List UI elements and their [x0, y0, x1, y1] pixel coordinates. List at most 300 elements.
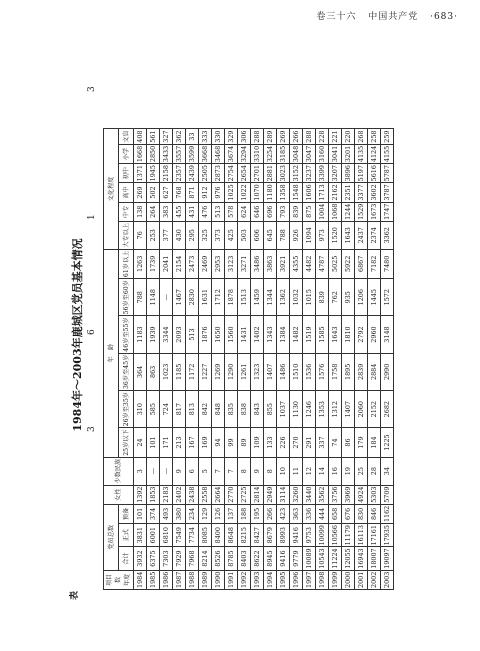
value-cell: 5025	[329, 249, 342, 278]
value-cell: 1290	[225, 353, 238, 390]
table-row	[238, 129, 251, 590]
year-cell: 1999	[329, 570, 342, 589]
value-cell: 3260	[290, 485, 303, 504]
value-cell: 6375	[147, 547, 160, 570]
value-cell: 184	[368, 428, 381, 457]
value-cell: 374	[147, 504, 160, 523]
value-cell: 839	[290, 202, 303, 221]
value-cell: 6001	[147, 524, 160, 547]
page-number: ·683·	[430, 12, 458, 22]
value-cell: 14	[316, 457, 329, 485]
value-cell: 7734	[186, 524, 199, 547]
value-cell: 7	[212, 457, 225, 485]
value-cell: 768	[173, 183, 186, 202]
year-cell: 1991	[225, 570, 238, 589]
value-cell: 1371	[134, 164, 147, 183]
value-cell: 133	[264, 428, 277, 457]
value-cell: 3377	[355, 183, 368, 202]
value-cell: 295	[186, 221, 199, 249]
value-cell: 101	[134, 504, 147, 523]
value-cell: 2374	[368, 221, 381, 249]
value-cell: 270	[290, 428, 303, 457]
value-cell: 848	[212, 391, 225, 428]
value-cell: 327	[160, 129, 173, 144]
value-cell: 11	[290, 457, 303, 485]
value-cell: 2725	[238, 485, 251, 504]
value-cell: 1467	[173, 279, 186, 316]
table-row	[355, 129, 368, 590]
value-cell: 1758	[329, 353, 342, 390]
value-cell: 1895	[342, 353, 355, 390]
value-cell: 2881	[264, 164, 277, 183]
value-cell: 2953	[212, 249, 225, 278]
value-cell: 3344	[160, 316, 173, 353]
value-cell: 1560	[225, 316, 238, 353]
value-cell: 2469	[199, 249, 212, 278]
table-row	[225, 129, 238, 590]
value-cell: 3602	[368, 183, 381, 202]
value-cell: 788	[134, 279, 147, 316]
value-cell: 6810	[160, 524, 173, 547]
value-cell: 1853	[147, 485, 160, 504]
value-cell: 6	[186, 457, 199, 485]
value-cell: 3921	[277, 249, 290, 278]
column-header: 高中	[119, 183, 134, 202]
table-row	[251, 129, 264, 590]
value-cell: 1032	[290, 279, 303, 316]
value-cell: 3237	[303, 164, 316, 183]
value-cell: 793	[277, 202, 290, 221]
value-cell: 2960	[368, 316, 381, 353]
value-cell: 362	[173, 129, 186, 144]
column-header: 小学	[119, 144, 134, 163]
value-cell: 1747	[381, 202, 394, 221]
value-cell: 4787	[316, 249, 329, 278]
value-cell: 291	[303, 428, 316, 457]
value-cell: 502	[147, 183, 160, 202]
table-label: 表	[70, 590, 80, 600]
value-cell: 10	[277, 457, 290, 485]
value-cell: 213	[173, 428, 186, 457]
year-cell: 2000	[342, 570, 355, 589]
value-cell: 1431	[238, 316, 251, 353]
table-row	[264, 129, 277, 590]
value-cell: 843	[251, 391, 264, 428]
value-cell: 839	[316, 279, 329, 316]
value-cell: 3562	[316, 485, 329, 504]
value-cell: 3152	[290, 164, 303, 183]
value-cell: 1362	[277, 279, 290, 316]
value-cell: 1023	[160, 353, 173, 390]
value-cell: 2884	[368, 353, 381, 390]
table-row	[277, 129, 290, 590]
value-cell: 1810	[342, 316, 355, 353]
value-cell: 3047	[303, 144, 316, 163]
table-row	[173, 129, 186, 590]
value-cell: 1945	[147, 164, 160, 183]
value-cell: 813	[186, 391, 199, 428]
value-cell: 129	[199, 504, 212, 523]
value-cell: 1261	[238, 353, 251, 390]
column-header: 少数民族	[104, 457, 134, 485]
value-cell: 1343	[264, 316, 277, 353]
value-cell: 3399	[316, 164, 329, 183]
value-cell: 503	[238, 221, 251, 249]
value-cell: 1643	[329, 316, 342, 353]
value-cell: 1312	[329, 391, 342, 428]
value-cell: 268	[355, 129, 368, 144]
value-cell: 1572	[381, 279, 394, 316]
value-cell: 9416	[277, 547, 290, 570]
value-cell: 6867	[355, 249, 368, 278]
value-cell: 1148	[147, 279, 160, 316]
value-cell: 2093	[173, 316, 186, 353]
value-cell: 137	[225, 504, 238, 523]
value-cell: 2505	[199, 164, 212, 183]
value-cell: 3468	[212, 144, 225, 163]
year-cell: 1995	[277, 570, 290, 589]
value-cell: 1225	[381, 428, 394, 457]
value-cell: 1486	[277, 353, 290, 390]
value-cell: 1548	[290, 183, 303, 202]
value-cell: 476	[199, 202, 212, 221]
value-cell: 11179	[342, 524, 355, 547]
value-cell: 2183	[160, 485, 173, 504]
value-cell: 1536	[303, 353, 316, 390]
value-cell: 179	[355, 428, 368, 457]
value-cell: 3271	[238, 249, 251, 278]
value-cell: 1668	[134, 144, 147, 163]
value-cell: 377	[160, 221, 173, 249]
value-cell: 3123	[225, 249, 238, 278]
value-cell: 3041	[329, 144, 342, 163]
value-cell: 2830	[186, 279, 199, 316]
value-cell: 1643	[342, 221, 355, 249]
value-cell: 835	[225, 391, 238, 428]
year-cell: 1985	[147, 570, 160, 589]
value-cell: 830	[355, 504, 368, 523]
year-cell: 1987	[173, 570, 186, 589]
value-cell: 1878	[225, 279, 238, 316]
value-cell: 1712	[212, 279, 225, 316]
value-cell: 3433	[160, 144, 173, 163]
value-cell: 337	[316, 428, 329, 457]
value-cell: 19	[342, 457, 355, 485]
value-cell: 3201	[342, 144, 355, 163]
value-cell: 1094	[303, 221, 316, 249]
value-cell: 258	[368, 129, 381, 144]
value-cell: 16943	[355, 547, 368, 570]
value-cell: 99	[225, 428, 238, 457]
value-cell: 5922	[342, 249, 355, 278]
value-cell: 4924	[355, 485, 368, 504]
value-cell: 195	[251, 504, 264, 523]
value-cell: 253	[147, 221, 160, 249]
value-cell: 234	[186, 504, 199, 523]
value-cell: 1445	[368, 279, 381, 316]
column-header: 46岁至55岁	[119, 316, 134, 353]
value-cell: 7929	[173, 547, 186, 570]
value-cell: 423	[277, 504, 290, 523]
value-cell: 5303	[368, 485, 381, 504]
value-cell: 9	[173, 457, 186, 485]
value-cell: 10566	[329, 524, 342, 547]
column-header: 正式	[119, 524, 134, 547]
value-cell: 1407	[264, 353, 277, 390]
value-cell: 1482	[290, 316, 303, 353]
value-cell: 3048	[290, 144, 303, 163]
value-cell: 33	[186, 129, 199, 144]
value-cell: 364	[134, 353, 147, 390]
value-cell: 16113	[355, 524, 368, 547]
value-cell: 1876	[199, 316, 212, 353]
year-cell: 1993	[251, 570, 264, 589]
corner-count: 数	[115, 576, 122, 583]
value-cell: 855	[264, 391, 277, 428]
value-cell: 1263	[134, 249, 147, 278]
year-cell: 1994	[264, 570, 277, 589]
value-cell: 167	[186, 428, 199, 457]
value-cell: 8526	[212, 547, 225, 570]
value-cell: 1650	[212, 316, 225, 353]
value-cell: 94	[212, 428, 225, 457]
value-cell: 696	[264, 202, 277, 221]
value-cell: 3896	[342, 164, 355, 183]
year-cell: 1989	[199, 570, 212, 589]
column-header: 61岁以上	[119, 249, 134, 278]
value-cell: 8785	[225, 547, 238, 570]
value-cell: 935	[342, 279, 355, 316]
value-cell: 1227	[199, 353, 212, 390]
value-cell: 408	[134, 129, 147, 144]
value-cell: 1130	[290, 391, 303, 428]
value-cell: 1180	[264, 183, 277, 202]
value-cell: 1358	[277, 183, 290, 202]
value-cell: 1183	[134, 316, 147, 353]
value-cell: 1004	[316, 202, 329, 221]
value-cell: 19097	[381, 547, 394, 570]
column-header: 25岁以下	[119, 428, 134, 457]
value-cell: 269	[277, 129, 290, 144]
value-cell: 329	[225, 129, 238, 144]
value-cell: 5616	[368, 164, 381, 183]
table-row	[147, 129, 160, 590]
value-cell: 7549	[173, 524, 186, 547]
value-cell: 3440	[303, 485, 316, 504]
value-cell: 5709	[381, 485, 394, 504]
value-cell: 220	[342, 129, 355, 144]
year-cell: 1992	[238, 570, 251, 589]
value-cell: 226	[277, 428, 290, 457]
value-cell: 676	[342, 504, 355, 523]
value-cell: 9416	[290, 524, 303, 547]
column-header: 26岁至35岁	[119, 391, 134, 428]
value-cell: 624	[238, 202, 251, 221]
value-cell: 383	[160, 202, 173, 221]
value-cell: 788	[277, 221, 290, 249]
value-cell: 310	[134, 391, 147, 428]
group-header-total: 党员总数	[104, 504, 119, 570]
column-header: 文盲	[119, 129, 134, 144]
value-cell: 3599	[186, 144, 199, 163]
corner-cell	[104, 570, 134, 589]
value-cell: 3969	[342, 485, 355, 504]
value-cell: 373	[212, 221, 225, 249]
volume-label: 卷三十六	[316, 12, 357, 22]
group-header-education: 文化程度	[104, 129, 119, 249]
year-cell: 2002	[368, 570, 381, 589]
value-cell: 561	[147, 129, 160, 144]
value-cell: 74	[329, 428, 342, 457]
value-cell: 2850	[147, 144, 160, 163]
value-cell: 306	[238, 129, 251, 144]
value-cell: 1402	[251, 316, 264, 353]
value-cell: 1344	[264, 279, 277, 316]
value-cell: 842	[199, 391, 212, 428]
unit-marker: 6	[87, 329, 97, 335]
value-cell: 3362	[381, 221, 394, 249]
value-cell: 288	[251, 129, 264, 144]
column-header: 女性	[104, 485, 134, 504]
value-cell: 1172	[186, 353, 199, 390]
value-cell: 10089	[303, 547, 316, 570]
value-cell: 1392	[134, 485, 147, 504]
year-cell: 1996	[290, 570, 303, 589]
value-cell: 1206	[355, 279, 368, 316]
year-cell: 1997	[303, 570, 316, 589]
value-cell: 2701	[251, 164, 264, 183]
value-cell: 2351	[342, 183, 355, 202]
value-cell: 2402	[173, 485, 186, 504]
value-cell: 10099	[316, 524, 329, 547]
value-cell: 86	[342, 428, 355, 457]
value-cell: 289	[264, 129, 277, 144]
value-cell: 627	[160, 183, 173, 202]
value-cell: 25	[355, 457, 368, 485]
value-cell: 846	[368, 504, 381, 523]
value-cell: 1739	[147, 249, 160, 278]
table-title: 1984年～2003年鹿城区党员基本情况	[71, 238, 84, 432]
value-cell: 493	[160, 504, 173, 523]
corner-year: 年度	[124, 573, 131, 586]
value-cell: 2437	[355, 221, 368, 249]
value-cell: 2162	[329, 183, 342, 202]
value-cell: 2990	[381, 353, 394, 390]
value-cell: 10543	[316, 547, 329, 570]
value-cell: 1070	[251, 183, 264, 202]
value-cell: 11224	[329, 547, 342, 570]
value-cell: 2754	[225, 164, 238, 183]
year-cell: 1998	[316, 570, 329, 589]
value-cell: 5	[199, 457, 212, 485]
value-cell: 9779	[290, 547, 303, 570]
value-cell: 425	[225, 221, 238, 249]
value-cell: 3114	[277, 485, 290, 504]
value-cell: 1713	[316, 183, 329, 202]
value-cell: 926	[290, 221, 303, 249]
value-cell: 3148	[381, 316, 394, 353]
value-cell: 7303	[160, 547, 173, 570]
value-cell: 2154	[173, 249, 186, 278]
party-member-table	[103, 128, 394, 590]
value-cell: 4124	[368, 144, 381, 163]
value-cell: 3863	[264, 249, 277, 278]
value-cell: 2041	[160, 249, 173, 278]
value-cell: 1520	[329, 221, 342, 249]
value-cell: 2770	[225, 485, 238, 504]
year-cell: 1984	[134, 570, 147, 589]
value-cell: 1939	[147, 316, 160, 353]
value-cell: 455	[173, 202, 186, 221]
value-cell: 333	[199, 129, 212, 144]
value-cell: 1529	[355, 202, 368, 221]
value-cell: 2839	[355, 353, 368, 390]
value-cell: 12	[303, 457, 316, 485]
value-cell: 1068	[329, 202, 342, 221]
value-cell: 3932	[134, 547, 147, 570]
value-cell: 871	[186, 183, 199, 202]
value-cell: 288	[303, 129, 316, 144]
value-cell: 2682	[381, 391, 394, 428]
value-cell: 2558	[199, 485, 212, 504]
value-cell: 3831	[134, 524, 147, 547]
value-cell: 973	[316, 221, 329, 249]
value-cell: 4355	[290, 249, 303, 278]
value-cell: 8945	[264, 547, 277, 570]
value-cell: 1185	[173, 353, 186, 390]
value-cell: 363	[290, 504, 303, 523]
value-cell: 8403	[238, 547, 251, 570]
value-cell: 3787	[381, 183, 394, 202]
value-cell: 1246	[303, 391, 316, 428]
value-cell: 325	[199, 221, 212, 249]
value-cell: 34	[381, 457, 394, 485]
value-cell: 1353	[316, 391, 329, 428]
value-cell: 431	[186, 202, 199, 221]
value-cell: 221	[329, 129, 342, 144]
value-cell: 2654	[238, 164, 251, 183]
value-cell: 724	[160, 391, 173, 428]
value-cell: 7480	[381, 249, 394, 278]
value-cell: 228	[316, 129, 329, 144]
value-cell: 336	[303, 504, 316, 523]
value-cell: 3668	[199, 144, 212, 163]
value-cell: 2357	[173, 164, 186, 183]
value-cell: 4155	[381, 144, 394, 163]
value-cell: —	[160, 279, 173, 316]
value-cell: 3756	[329, 485, 342, 504]
value-cell: 188	[238, 504, 251, 523]
table-row	[342, 129, 355, 590]
value-cell: 18007	[368, 547, 381, 570]
value-cell: 8679	[264, 524, 277, 547]
rotated-table-block	[65, 80, 425, 600]
unit-markers	[87, 80, 101, 590]
value-cell: 1631	[199, 279, 212, 316]
table-row	[303, 129, 316, 590]
value-cell: 1519	[303, 316, 316, 353]
value-cell: 8215	[238, 524, 251, 547]
value-cell: 89	[238, 428, 251, 457]
value-cell: 380	[173, 504, 186, 523]
year-cell: 1986	[160, 570, 173, 589]
column-header-row	[119, 129, 134, 590]
value-cell: 585	[147, 391, 160, 428]
unit-marker: 1	[87, 214, 97, 220]
value-cell: 2814	[251, 485, 264, 504]
value-cell: 3185	[277, 144, 290, 163]
value-cell: 7182	[368, 249, 381, 278]
